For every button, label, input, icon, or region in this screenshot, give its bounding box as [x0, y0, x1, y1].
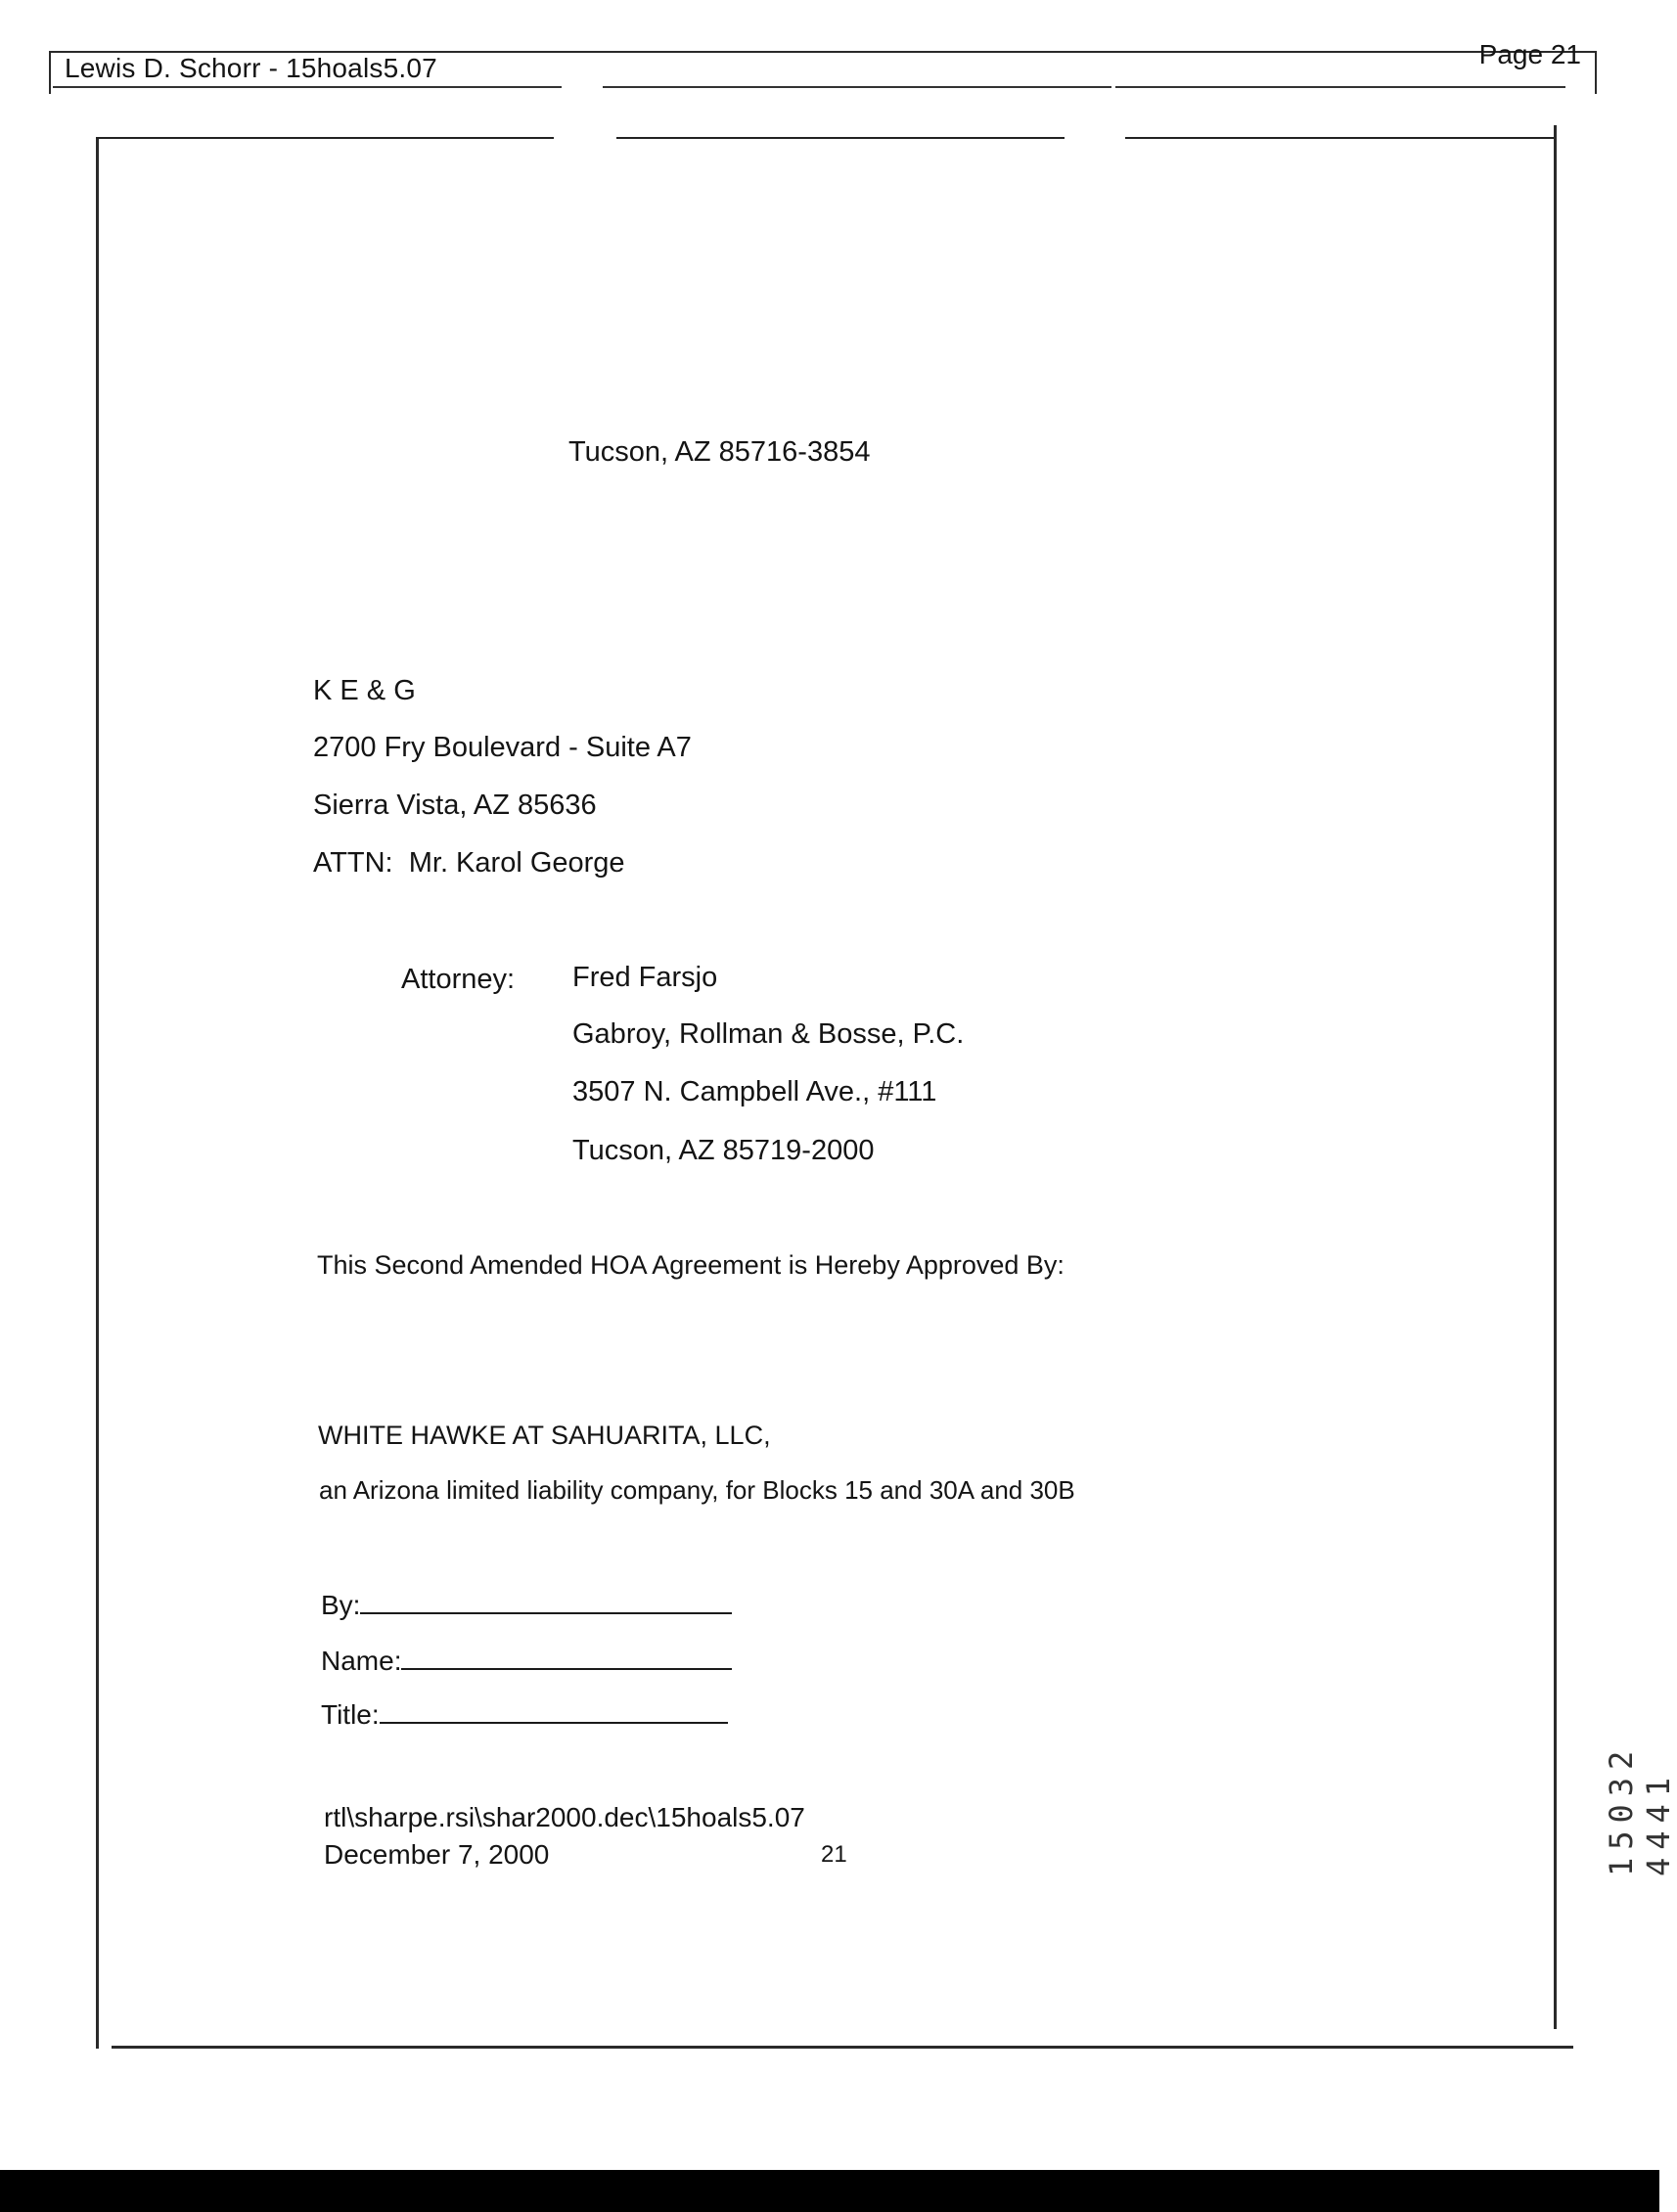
frame-top-line — [1125, 137, 1554, 139]
attorney-label: Attorney: — [401, 964, 516, 995]
by-label: By: — [321, 1590, 361, 1620]
attorney-firm: Gabroy, Rollman & Bosse, P.C. — [572, 1018, 965, 1050]
footer-page-number: 21 — [821, 1841, 847, 1868]
title-signature-line — [380, 1698, 728, 1724]
title-label: Title: — [321, 1699, 380, 1730]
frame-right-line — [1554, 125, 1557, 2029]
scan-border-band — [0, 2170, 1659, 2212]
name-signature-line — [401, 1645, 732, 1670]
address-top: Tucson, AZ 85716-3854 — [568, 436, 871, 468]
by-signature-line — [360, 1589, 732, 1614]
bates-stamp: 15032 4441 — [1603, 1742, 1677, 1876]
approval-company: WHITE HAWKE AT SAHUARITA, LLC, — [318, 1421, 771, 1450]
header-underline — [1115, 86, 1565, 88]
signature-title-row — [321, 1698, 728, 1731]
attorney-street: 3507 N. Campbell Ave., #111 — [572, 1076, 937, 1107]
approval-description: an Arizona limited liability company, for Blocks 15 and 30A and 30B — [319, 1475, 1075, 1505]
signature-name-row — [321, 1645, 732, 1677]
frame-top-line — [96, 137, 554, 139]
header-underline — [603, 86, 1111, 88]
attorney-city: Tucson, AZ 85719-2000 — [572, 1135, 875, 1166]
frame-left-line — [96, 139, 99, 2049]
frame-top-line — [616, 137, 1065, 139]
party-attn: ATTN: Mr. Karol George — [313, 847, 625, 879]
signature-by-row — [321, 1589, 732, 1621]
footer-path: rtl\sharpe.rsi\shar2000.dec\15hoals5.07 — [324, 1802, 805, 1832]
party-name: K E & G — [313, 675, 416, 706]
approval-statement: This Second Amended HOA Agreement is Hereby Approved By: — [317, 1250, 1065, 1280]
party-city: Sierra Vista, AZ 85636 — [313, 790, 597, 821]
header-underline — [53, 86, 562, 88]
header-title: Lewis D. Schorr - 15hoals5.07 — [65, 53, 437, 83]
attorney-name: Fred Farsjo — [572, 962, 718, 993]
party-street: 2700 Fry Boulevard - Suite A7 — [313, 732, 692, 763]
footer-date: December 7, 2000 — [324, 1839, 550, 1870]
page-label: Page 21 — [1478, 39, 1581, 69]
frame-bottom-line — [112, 2046, 1573, 2049]
name-label: Name: — [321, 1646, 402, 1676]
